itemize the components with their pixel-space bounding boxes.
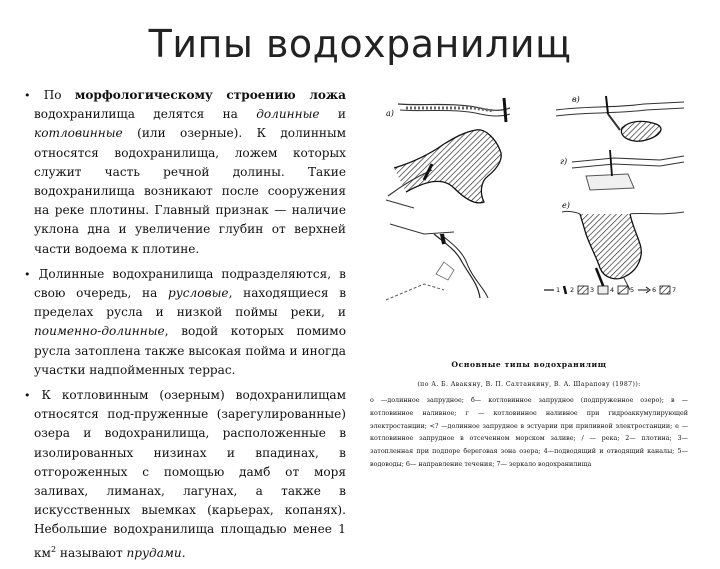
term-morphology: морфологическому строению ложа xyxy=(74,88,346,102)
text-run: (или озерные). К долинным относятся водохранилища, ложем которых служит часть речной долины. Такие водохранилища возникают после сооружения на реке плотины. Главный признак — наличие уклона дна и увеличение глубин от верхней части водоема к плотине. xyxy=(34,126,346,256)
text-run: водохранилища делятся на xyxy=(34,107,257,122)
caption-source: (по А. Б. Авакяну, В. П. Салтанкину, В. А. Шарапову (1987)): xyxy=(417,381,641,388)
superscript: 2 xyxy=(50,544,57,554)
figure-caption xyxy=(370,360,688,471)
legend-item-1 xyxy=(544,286,560,294)
text-run: . xyxy=(181,545,186,560)
label-g: г) xyxy=(560,157,568,166)
figure-legend xyxy=(544,286,676,294)
bullet: • xyxy=(24,389,31,403)
diagram-a xyxy=(386,98,510,122)
legend-label: 3 xyxy=(590,286,595,294)
text-run: , находящиеся в пределах русла и низкой поймы реки, и xyxy=(34,286,346,320)
bullet: • xyxy=(24,89,31,102)
term-ponds: прудами xyxy=(126,545,182,560)
caption-title: Основные типы водохранилищ xyxy=(451,360,607,369)
term-floodplain-valley: поименно-долинные xyxy=(34,324,165,339)
legend-item-6 xyxy=(638,286,656,294)
label-v: в) xyxy=(572,95,580,104)
diagram-v xyxy=(556,95,684,141)
legend-item-7 xyxy=(660,286,676,294)
diagram-b xyxy=(386,130,501,208)
text-run: и xyxy=(319,107,346,122)
label-e: е) xyxy=(562,201,570,210)
paragraph-basin-types xyxy=(24,386,346,563)
text-run: Долинные водохранилища подразделяются, в свою очередь, на xyxy=(34,266,346,301)
legend-label: 7 xyxy=(672,286,677,294)
text-run: называют xyxy=(56,545,127,560)
label-a: а) xyxy=(386,109,394,118)
paragraph-morphology xyxy=(24,86,346,259)
caption-body: о —долинное запрудное; б— котловинное запрудное (подпруженное озеро); в — котловинное наливное; г — котловинное наливное при гидроаккумулирующей электростанции; <? —долинное запрудное в эстуарии при приливной электростанции; е — котловинное запрудное в отсеченном морском заливе; / — река; 2— плотина; 3— затопленная при подпоре береговая зона озера; 4—подводящий и отводящий каналы; 5—водоводы; 6— направление течения; 7— зеркало водохранилища xyxy=(370,396,688,468)
legend-label: 5 xyxy=(630,286,635,294)
term-basin: котловинные xyxy=(34,126,123,141)
reservoir-types-figure xyxy=(384,84,696,316)
diagram-d xyxy=(386,224,488,300)
term-channel: русловые xyxy=(168,286,229,301)
slide-title: Типы водохранилищ xyxy=(148,22,572,66)
text-run: По xyxy=(43,88,75,102)
legend-item-5 xyxy=(618,286,634,294)
legend-item-2 xyxy=(564,286,574,294)
paragraph-valley-types xyxy=(24,265,346,380)
legend-label: 4 xyxy=(610,286,615,294)
diagram-e xyxy=(562,201,684,290)
legend-label: 2 xyxy=(570,286,575,294)
text-run: К котловинным (озерным) водохранилищам относятся под-пруженные (зарегулированные) озера и водохранилища, расположенные в изолированных низинах и впадинах, в отгороженных с помощью дамб от моря заливах, лиманах, лагунах, а также в искусственных выемках (карьерах, копанях). Небольшие водохранилища площадью менее 1 км xyxy=(34,388,346,560)
diagram-g xyxy=(560,150,684,190)
legend-label: 1 xyxy=(556,286,561,294)
body-text xyxy=(24,86,346,569)
legend-item-3 xyxy=(578,286,594,294)
text-run: , водой которых помимо русла затоплена также высокая пойма и иногда участки надпойменных террас. xyxy=(34,324,346,377)
term-valley: долинные xyxy=(256,107,320,122)
legend-label: 6 xyxy=(652,286,657,294)
legend-item-4 xyxy=(598,286,614,294)
bullet: • xyxy=(24,267,31,281)
